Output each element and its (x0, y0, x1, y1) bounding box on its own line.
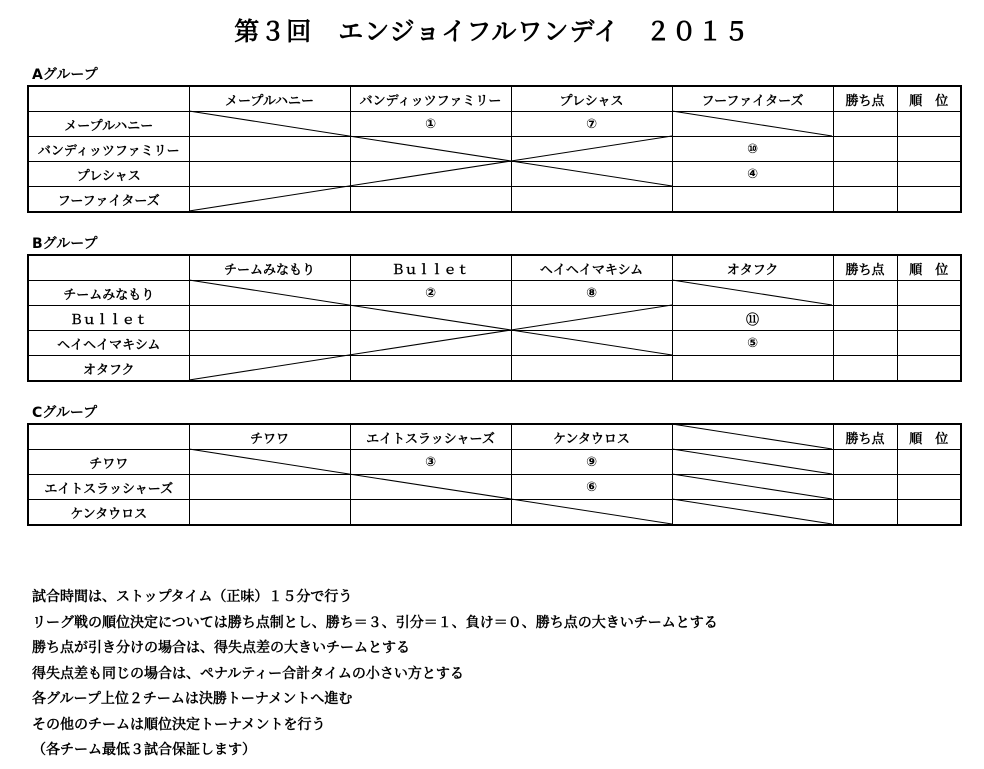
match-cell (189, 356, 350, 382)
col-header-team: チームみなもり (189, 255, 350, 281)
col-header-team: フーファイターズ (672, 86, 833, 112)
rank-cell (897, 281, 961, 306)
col-header-team: Ｂｕｌｌｅｔ (350, 255, 511, 281)
points-cell (833, 500, 897, 526)
rank-header: 順 位 (897, 86, 961, 112)
match-cell (672, 356, 833, 382)
rank-cell (897, 306, 961, 331)
match-cell (511, 306, 672, 331)
match-cell (672, 281, 833, 306)
match-cell (511, 137, 672, 162)
row-header-team: メープルハニー (28, 112, 189, 137)
table-row (28, 475, 961, 500)
rule-line: 各グループ上位２チームは決勝トーナメントへ進む (32, 691, 353, 707)
points-cell (833, 475, 897, 500)
corner-cell (28, 424, 189, 450)
unused-cell (672, 475, 833, 500)
corner-cell (28, 255, 189, 281)
match-cell (511, 500, 672, 526)
unused-cell (672, 500, 833, 526)
header-row (28, 255, 961, 281)
row-header-team: プレシャス (28, 162, 189, 187)
points-cell (833, 162, 897, 187)
corner-cell (28, 86, 189, 112)
match-cell: ⑨ (511, 450, 672, 475)
table-row (28, 137, 961, 162)
row-header-team: ケンタウロス (28, 500, 189, 526)
col-header-team: ヘイヘイマキシム (511, 255, 672, 281)
match-cell (672, 112, 833, 137)
match-cell: ② (350, 281, 511, 306)
match-cell: ⑪ (672, 306, 833, 331)
match-cell: ⑤ (672, 331, 833, 356)
header-row (28, 424, 961, 450)
match-cell (189, 281, 350, 306)
match-cell (189, 112, 350, 137)
group-c-table (27, 423, 962, 526)
rank-cell (897, 356, 961, 382)
col-header-team: チワワ (189, 424, 350, 450)
col-header-team: オタフク (672, 255, 833, 281)
points-cell (833, 112, 897, 137)
table-row (28, 356, 961, 382)
points-header: 勝ち点 (833, 424, 897, 450)
group-b-label: Bグループ (32, 236, 98, 252)
rule-line: 試合時間は、ストップタイム（正味）１５分で行う (32, 589, 353, 605)
table-row (28, 331, 961, 356)
row-header-team: エイトスラッシャーズ (28, 475, 189, 500)
row-header-team: ヘイヘイマキシム (28, 331, 189, 356)
match-cell (189, 137, 350, 162)
rank-cell (897, 500, 961, 526)
group-a-table (27, 85, 962, 213)
points-header: 勝ち点 (833, 255, 897, 281)
group-a-label: Aグループ (32, 67, 98, 83)
rule-line: その他のチームは順位決定トーナメントを行う (32, 716, 326, 733)
points-cell (833, 281, 897, 306)
match-cell: ① (350, 112, 511, 137)
table-row (28, 162, 961, 187)
table-row (28, 281, 961, 306)
row-header-team: チワワ (28, 450, 189, 475)
match-cell (350, 306, 511, 331)
col-header-team: バンディッツファミリー (350, 86, 511, 112)
match-cell (350, 187, 511, 213)
rule-line: （各チーム最低３試合保証します） (32, 742, 256, 758)
match-cell (672, 187, 833, 213)
rank-cell (897, 475, 961, 500)
col-header-team: ケンタウロス (511, 424, 672, 450)
points-cell (833, 306, 897, 331)
match-cell: ⑥ (511, 475, 672, 500)
rule-line: 得失点差も同じの場合は、ペナルティー合計タイムの小さい方とする (32, 665, 464, 682)
match-cell (189, 331, 350, 356)
match-cell (189, 475, 350, 500)
match-cell: ④ (672, 162, 833, 187)
row-header-team: バンディッツファミリー (28, 137, 189, 162)
group-c-label: Cグループ (32, 405, 98, 421)
row-header-team: Ｂｕｌｌｅｔ (28, 306, 189, 331)
match-cell (350, 331, 511, 356)
col-header-team: プレシャス (511, 86, 672, 112)
rank-header: 順 位 (897, 424, 961, 450)
match-cell (511, 187, 672, 213)
match-cell: ⑧ (511, 281, 672, 306)
col-header-team: エイトスラッシャーズ (350, 424, 511, 450)
rank-cell (897, 112, 961, 137)
points-cell (833, 331, 897, 356)
table-row (28, 500, 961, 526)
points-header: 勝ち点 (833, 86, 897, 112)
match-cell (350, 137, 511, 162)
points-cell (833, 450, 897, 475)
empty-header-cell (672, 424, 833, 450)
rule-line: リーグ戦の順位決定については勝ち点制とし、勝ち＝３、引分＝１、負け＝０、勝ち点の大きいチームとする (32, 614, 718, 631)
col-header-team: メープルハニー (189, 86, 350, 112)
match-cell (189, 187, 350, 213)
points-cell (833, 137, 897, 162)
match-cell (189, 450, 350, 475)
table-row (28, 306, 961, 331)
group-b-table (27, 254, 962, 382)
match-cell: ③ (350, 450, 511, 475)
rule-line: 勝ち点が引き分けの場合は、得失点差の大きいチームとする (32, 640, 410, 656)
match-cell (511, 162, 672, 187)
points-cell (833, 187, 897, 213)
match-cell (350, 475, 511, 500)
match-cell: ⑦ (511, 112, 672, 137)
match-cell (350, 356, 511, 382)
rank-cell (897, 331, 961, 356)
match-cell (511, 356, 672, 382)
rank-cell (897, 137, 961, 162)
match-cell (189, 500, 350, 526)
row-header-team: オタフク (28, 356, 189, 382)
rules-section (32, 585, 718, 764)
rank-cell (897, 187, 961, 213)
table-row (28, 450, 961, 475)
points-cell (833, 356, 897, 382)
row-header-team: フーファイターズ (28, 187, 189, 213)
rank-header: 順 位 (897, 255, 961, 281)
rank-cell (897, 450, 961, 475)
match-cell (189, 162, 350, 187)
match-cell (189, 306, 350, 331)
row-header-team: チームみなもり (28, 281, 189, 306)
table-row (28, 112, 961, 137)
rank-cell (897, 162, 961, 187)
page-title: 第３回 エンジョイフルワンデイ ２０１５ (234, 17, 750, 46)
match-cell (511, 331, 672, 356)
header-row (28, 86, 961, 112)
match-cell (350, 162, 511, 187)
unused-cell (672, 450, 833, 475)
match-cell (350, 500, 511, 526)
match-cell: ⑩ (672, 137, 833, 162)
table-row (28, 187, 961, 213)
